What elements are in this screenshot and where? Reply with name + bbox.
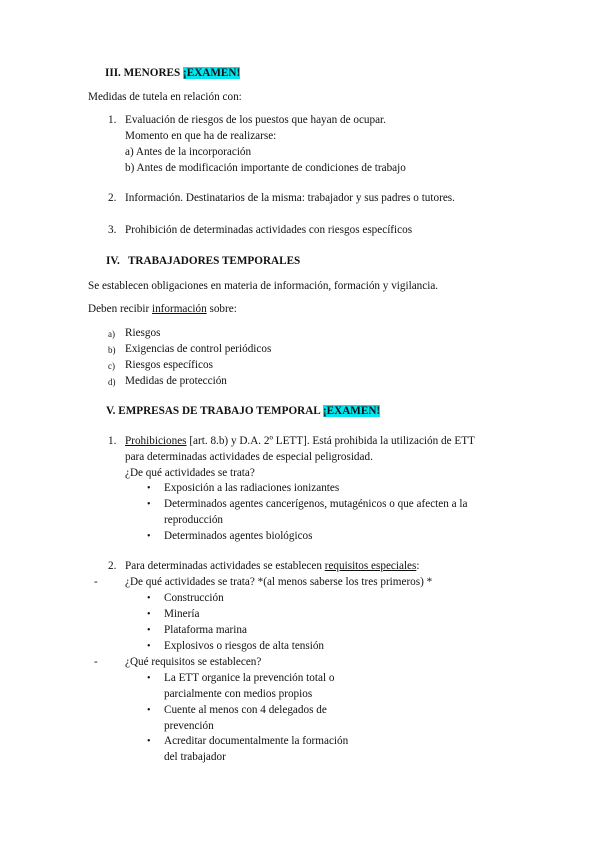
list-item — [125, 435, 475, 448]
section-3-intro: Medidas de tutela en relación con: — [88, 91, 242, 103]
bullet-item-continuation: reproducción — [164, 514, 224, 526]
section-5-heading — [106, 405, 380, 418]
bullet-icon: • — [147, 483, 151, 494]
bullet-icon: • — [147, 641, 151, 652]
list-subline: a) Antes de la incorporación — [125, 146, 252, 158]
list-number: 2. — [108, 192, 117, 204]
section-3-title: III. MENORES — [105, 67, 181, 79]
section-3-heading — [105, 67, 240, 80]
bullet-item: Construcción — [164, 592, 224, 604]
question-line: ¿Qué requisitos se establecen? — [125, 656, 262, 668]
bullet-item: Exposición a las radiaciones ionizantes — [164, 482, 340, 494]
list-item: Información. Destinatarios de la misma: trabajador y sus padres o tutores. — [125, 192, 455, 204]
text-segment: : — [416, 560, 420, 572]
list-item: Exigencias de control periódicos — [125, 343, 272, 355]
bullet-icon: • — [147, 593, 151, 604]
list-number: 1. — [108, 435, 117, 447]
list-subline: Momento en que ha de realizarse: — [125, 130, 277, 142]
list-item — [125, 560, 420, 573]
list-letter: b) — [108, 345, 116, 355]
bullet-icon: • — [147, 736, 151, 747]
bullet-item-continuation: del trabajador — [164, 751, 226, 763]
list-item: Riesgos — [125, 327, 161, 339]
list-item-continuation: para determinadas actividades de especial peligrosidad. — [125, 451, 373, 463]
list-letter: c) — [108, 361, 115, 371]
requisitos-underlined: requisitos especiales — [324, 560, 417, 572]
bullet-item: La ETT organice la prevención total o — [164, 672, 335, 684]
section-4-paragraph: Se establecen obligaciones en materia de información, formación y vigilancia. — [88, 280, 439, 292]
list-item: Evaluación de riesgos de los puestos que hayan de ocupar. — [125, 114, 386, 126]
bullet-item: Determinados agentes biológicos — [164, 530, 313, 542]
bullet-icon: • — [147, 673, 151, 684]
list-subline: b) Antes de modificación importante de condiciones de trabajo — [125, 162, 406, 174]
text-segment: [art. 8.b) y D.A. 2º LETT]. Está prohibida la utilización de ETT — [186, 435, 475, 447]
dash-marker: - — [94, 576, 98, 588]
informacion-underlined: información — [151, 303, 207, 315]
question-line: ¿De qué actividades se trata? *(al menos saberse los tres primeros) * — [125, 576, 433, 588]
bullet-icon: • — [147, 609, 151, 620]
exam-highlight: ¡EXAMEN! — [322, 405, 381, 417]
exam-highlight: ¡EXAMEN! — [183, 67, 241, 79]
bullet-icon: • — [147, 499, 151, 510]
bullet-item: Cuente al menos con 4 delegados de — [164, 704, 327, 716]
list-letter: d) — [108, 377, 116, 387]
bullet-item: Minería — [164, 608, 200, 620]
list-number: 1. — [108, 114, 117, 126]
bullet-item: Determinados agentes cancerígenos, mutagénicos o que afecten a la — [164, 498, 468, 510]
bullet-item: Plataforma marina — [164, 624, 247, 636]
text-segment: Deben recibir — [88, 303, 152, 315]
bullet-icon: • — [147, 531, 151, 542]
section-4-paragraph-2 — [88, 303, 237, 316]
dash-marker: - — [94, 656, 98, 668]
section-5-title: V. EMPRESAS DE TRABAJO TEMPORAL — [106, 405, 321, 417]
list-item: Medidas de protección — [125, 375, 227, 387]
bullet-item: Explosivos o riesgos de alta tensión — [164, 640, 325, 652]
text-segment: sobre: — [206, 303, 237, 315]
list-letter: a) — [108, 329, 115, 339]
list-item: Prohibición de determinadas actividades con riesgos específicos — [125, 224, 413, 236]
prohibiciones-underlined: Prohibiciones — [125, 435, 187, 447]
list-number: 3. — [108, 224, 117, 236]
bullet-icon: • — [147, 705, 151, 716]
bullet-item: Acreditar documentalmente la formación — [164, 735, 349, 747]
question-line: ¿De qué actividades se trata? — [125, 467, 255, 479]
bullet-item-continuation: parcialmente con medios propios — [164, 688, 313, 700]
text-segment: Para determinadas actividades se establecen — [125, 560, 325, 572]
list-item: Riesgos específicos — [125, 359, 213, 371]
list-number: 2. — [108, 560, 117, 572]
bullet-item-continuation: prevención — [164, 720, 214, 732]
section-4-title: IV. TRABAJADORES TEMPORALES — [106, 255, 301, 267]
bullet-icon: • — [147, 625, 151, 636]
